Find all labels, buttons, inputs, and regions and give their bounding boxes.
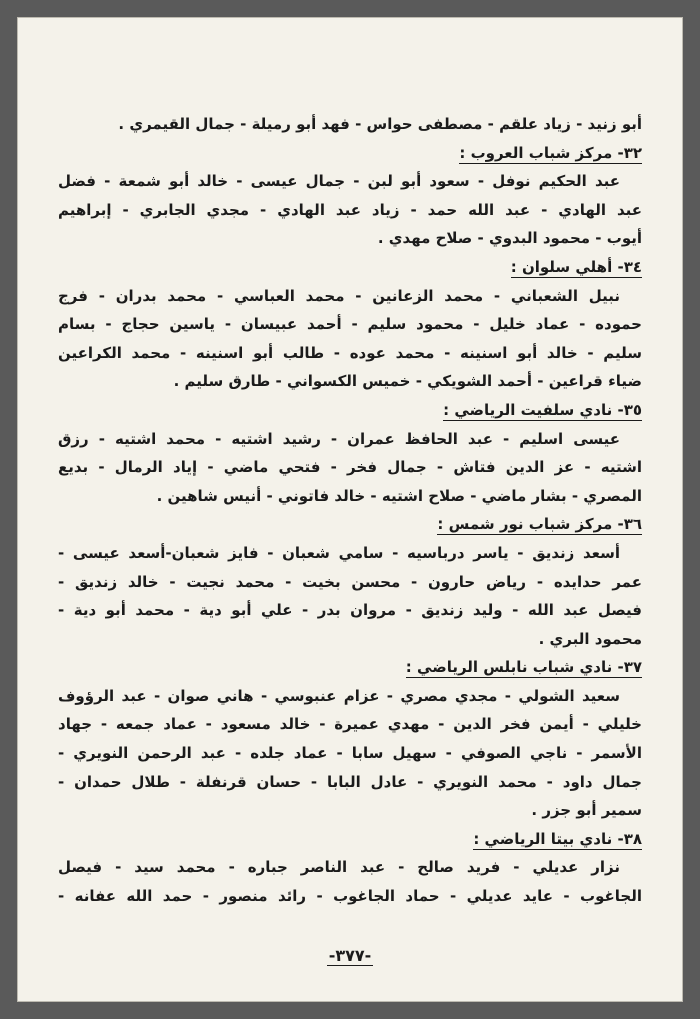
text-line: الجاغوب - عايد عديلي - حماد الجاغوب - رائد منصور - حمد الله عفانه - bbox=[58, 887, 642, 906]
section-heading-text: ٣٧- نادي شباب نابلس الرياضي : bbox=[405, 658, 642, 677]
text-line: عمر حدايده - رياض حارون - محسن بخيت - محمد نجيت - خالد زنديق - bbox=[58, 572, 642, 591]
section-heading bbox=[58, 653, 642, 682]
text-line: عيسى اسليم - عبد الحافظ عمران - رشيد اشتيه - محمد اشتيه - رزق bbox=[58, 429, 620, 448]
section-heading bbox=[58, 510, 642, 539]
section-heading-text: ٣٦- مركز شباب نور شمس : bbox=[437, 515, 642, 534]
text-line: الأسمر - ناجي الصوفي - سهيل سابا - عماد جلده - عبد الرحمن النويري - bbox=[58, 744, 642, 763]
text-line: خليلي - أيمن فخر الدين - مهدي عميرة - خالد مسعود - عماد جمعه - جهاد bbox=[58, 715, 642, 734]
text-line: سليم - خالد أبو اسنينه - محمد عوده - طالب أبو اسنينه - محمد الكراعين bbox=[58, 343, 642, 362]
section-heading-text: ٣٢- مركز شباب العروب : bbox=[459, 143, 642, 162]
text-line: عبد الحكيم نوفل - سعود أبو لبن - جمال عيسى - خالد أبو شمعة - فضل bbox=[58, 172, 620, 191]
section-heading bbox=[58, 825, 642, 854]
text-line: حموده - عماد خليل - محمود سليم - أحمد عبيسان - ياسين حجاج - بسام bbox=[58, 315, 642, 334]
section-heading-text: ٣٥- نادي سلفيت الرياضي : bbox=[443, 400, 642, 419]
page-body bbox=[58, 110, 642, 911]
section-heading bbox=[58, 396, 642, 425]
text-line: المصري - بشار ماضي - صلاح اشتيه - خالد فاتوني - أنيس شاهين . bbox=[156, 486, 642, 505]
text-line: أسعد زنديق - ياسر درباسيه - سامي شعبان - فايز شعبان-أسعد عيسى - bbox=[58, 543, 620, 562]
page-number bbox=[18, 946, 682, 965]
text-line: اشتيه - عز الدين فتاش - جمال فخر - فتحي ماضي - إياد الرمال - بديع bbox=[58, 458, 642, 477]
section-heading-text: ٣٨- نادي بيتا الرياضي : bbox=[473, 829, 642, 848]
text-line: أيوب - محمود البدوي - صلاح مهدي . bbox=[377, 229, 642, 248]
section-heading-text: ٣٤- أهلي سلوان : bbox=[510, 257, 642, 276]
text-line: فيصل عبد الله - وليد زنديق - مروان بدر - علي أبو دية - محمد أبو دية - bbox=[58, 601, 642, 620]
text-line: نزار عديلي - فريد صالح - عبد الناصر جباره - محمد سيد - فيصل bbox=[58, 858, 620, 877]
text-line: نبيل الشعباني - محمد الزعانين - محمد العباسي - محمد بدران - فرج bbox=[58, 286, 620, 305]
text-line: سمير أبو جزر . bbox=[531, 801, 642, 820]
text-line: محمود البري . bbox=[538, 629, 642, 648]
document-page bbox=[18, 18, 682, 1001]
page-number-text: -٣٧٧- bbox=[328, 946, 372, 965]
section-heading bbox=[58, 139, 642, 168]
text-line: أبو زنيد - زياد علقم - مصطفى حواس - فهد أبو رميلة - جمال القيمري . bbox=[118, 115, 642, 133]
text-line: سعيد الشولي - مجدي مصري - عزام عنبوسي - هاني صوان - عبد الرؤوف bbox=[58, 686, 620, 705]
text-line: جمال داود - محمد النويري - عادل البابا - حسان قرنفلة - طلال حمدان - bbox=[58, 772, 642, 791]
text-line: ضياء قراعين - أحمد الشويكي - خميس الكسواني - طارق سليم . bbox=[173, 372, 642, 391]
text-line: عبد الهادي - عبد الله حمد - زياد عبد الهادي - مجدي الجابري - إبراهيم bbox=[58, 200, 642, 219]
section-heading bbox=[58, 253, 642, 282]
